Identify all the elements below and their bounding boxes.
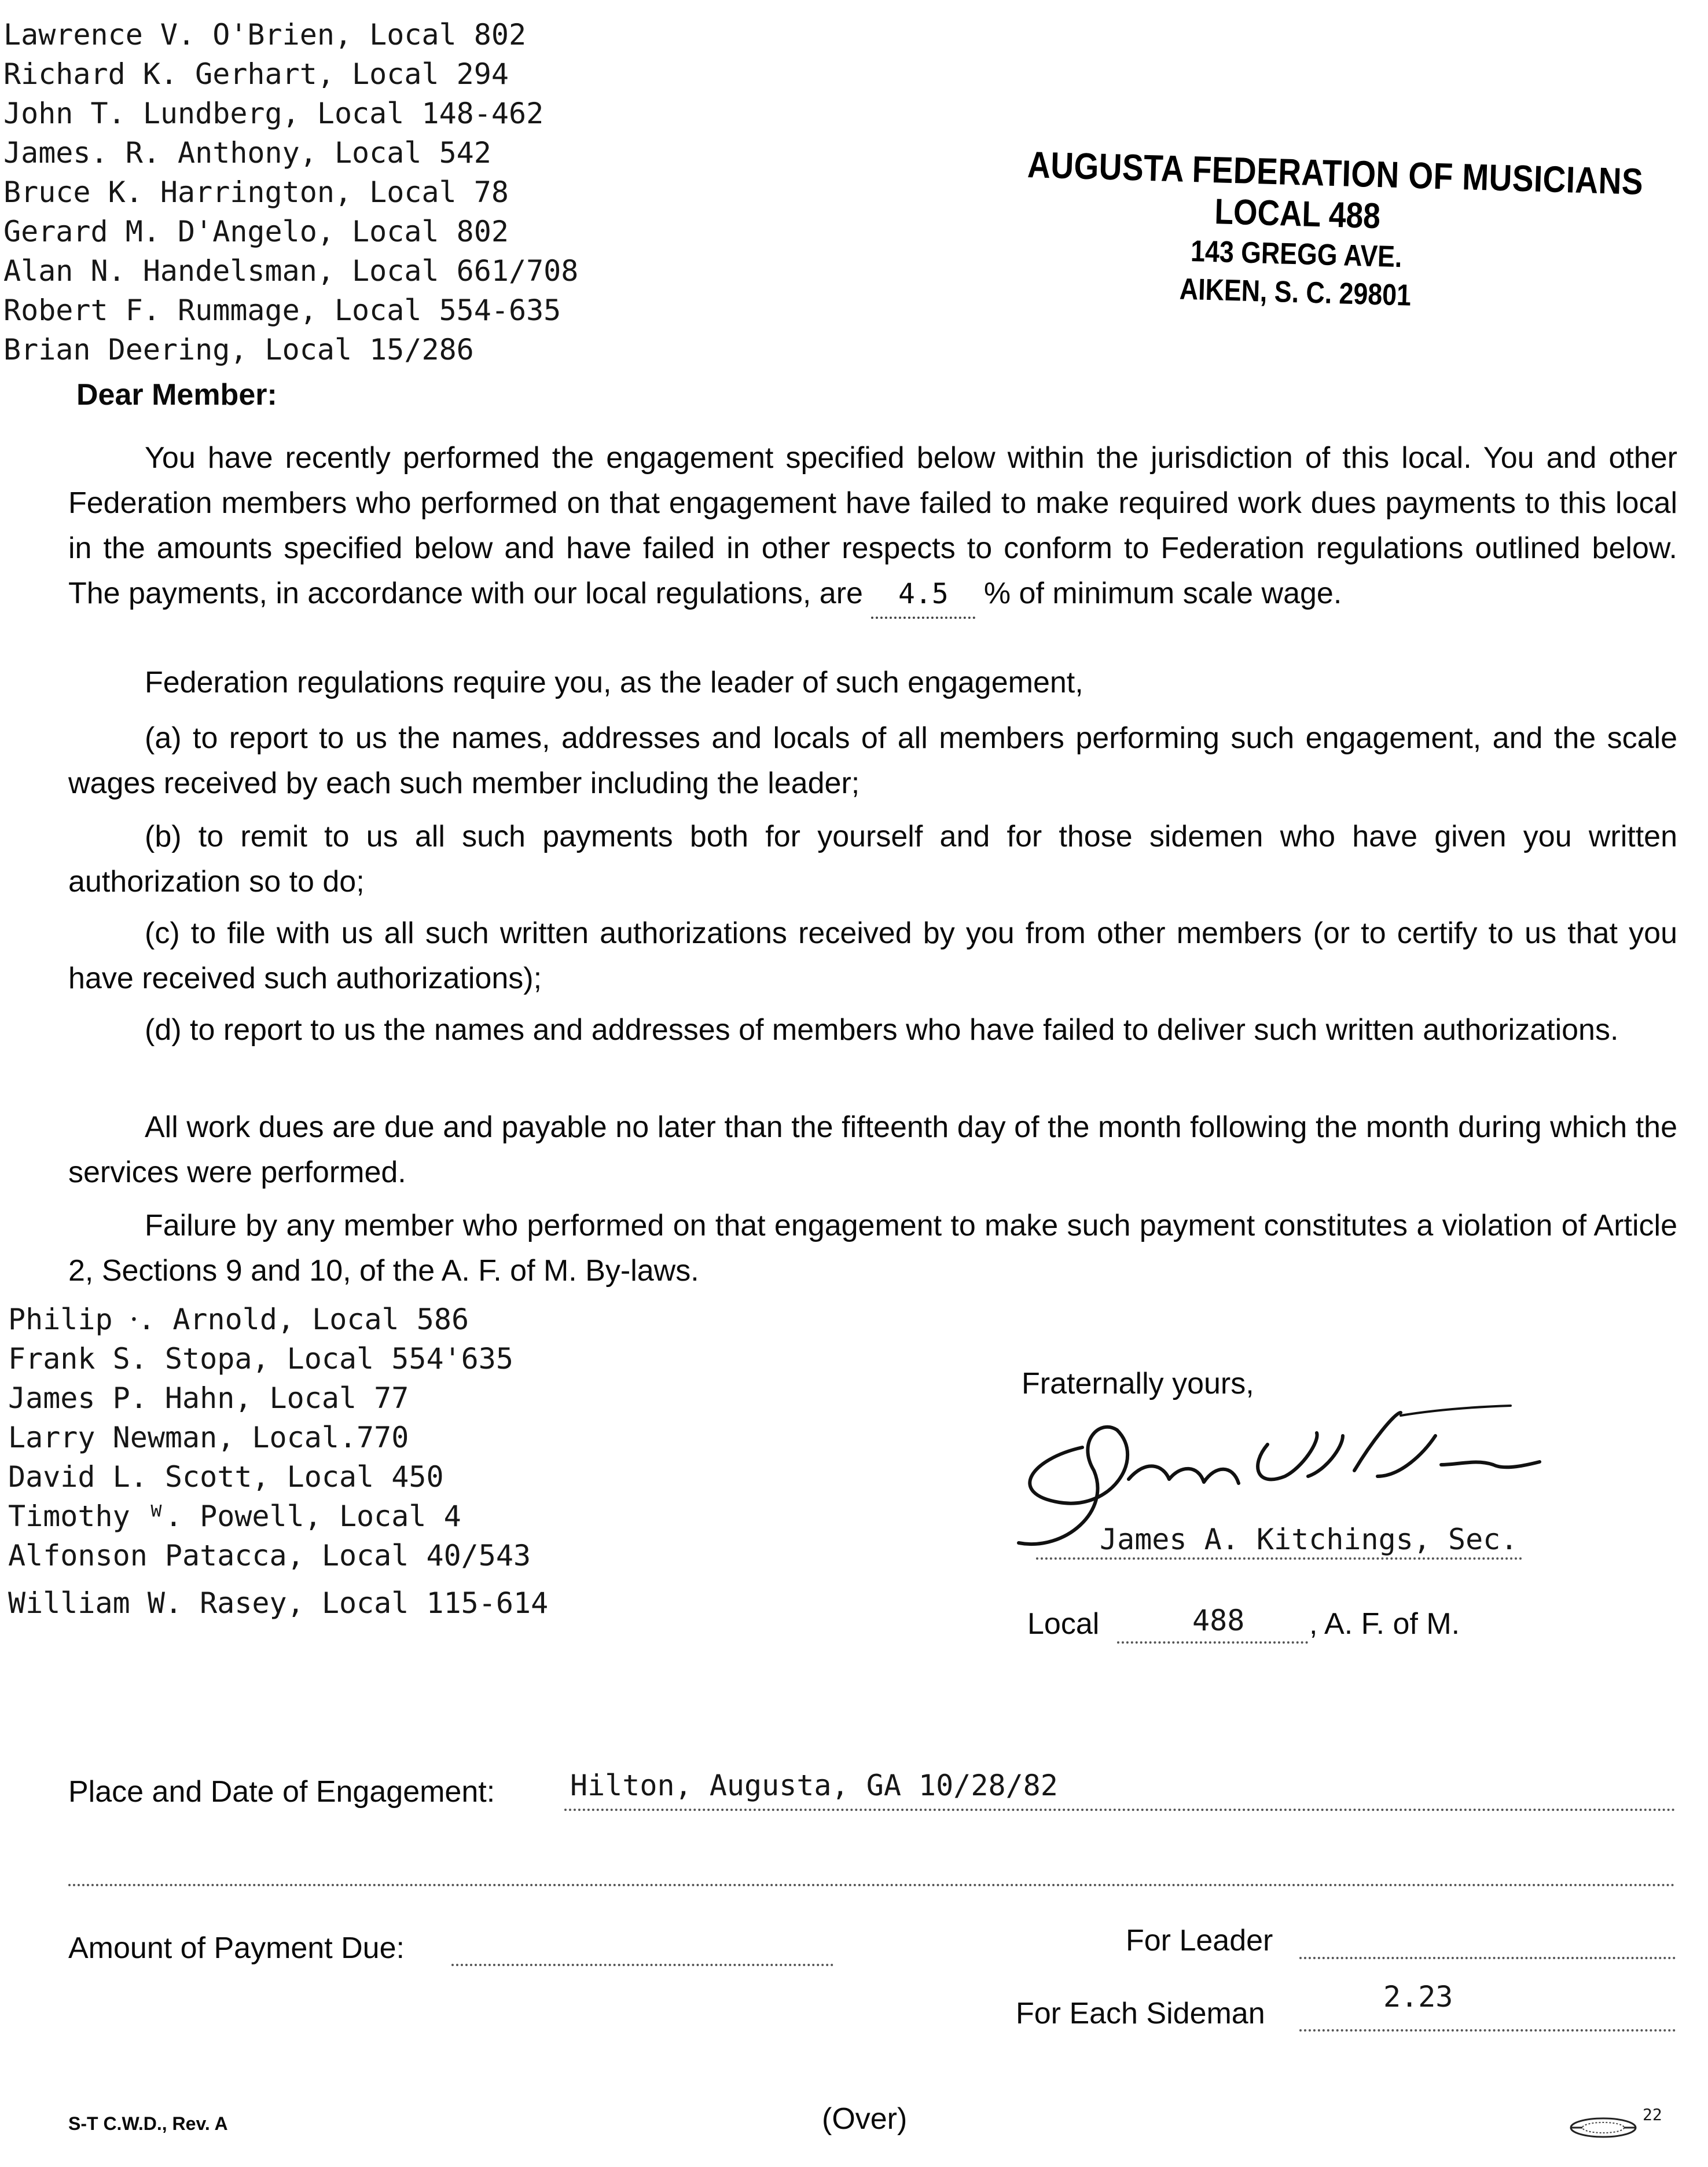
recipients-top-list [3, 15, 578, 369]
recipient-line: Alan N. Handelsman, Local 661/708 [3, 254, 579, 288]
over-label: (Over) [822, 2102, 908, 2136]
leader-line [1299, 1957, 1676, 1959]
sideman-line [1299, 2029, 1676, 2032]
recipient-line: Gerard M. D'Angelo, Local 802 [3, 215, 509, 248]
regulation-text: (d) to report to us the names and addresses of members who have failed to deliver such written authorizations. [145, 1013, 1619, 1047]
violation-text: Failure by any member who performed on that engagement to make such payment constitutes a violation of Article 2, Sections 9 and 10, of the A. F. of M. By-laws. [68, 1209, 1677, 1288]
union-bug-icon [1569, 2114, 1638, 2141]
recipient-line: Brian Deering, Local 15/286 [3, 333, 474, 366]
local-number-line [1117, 1641, 1308, 1644]
regulation-text: (a) to report to us the names, addresses and locals of all members performing such engagement, and the scale wages received by each such member including the leader; [68, 721, 1677, 800]
sideman-value: 2.23 [1383, 1980, 1453, 2014]
intro-suffix: % of minimum scale wage. [983, 577, 1342, 610]
recipient-line: Richard K. Gerhart, Local 294 [3, 57, 509, 91]
regulation-item-d [68, 1007, 1677, 1053]
engagement-value: Hilton, Augusta, GA 10/28/82 [570, 1769, 1058, 1802]
salutation: Dear Member: [76, 378, 277, 412]
union-bug-number: 22 [1643, 2105, 1662, 2124]
recipient-line: Frank S. Stopa, Local 554'635 [8, 1342, 513, 1376]
leader-label: For Leader [1126, 1924, 1273, 1957]
signer-line [1036, 1557, 1522, 1560]
recipient-line: David L. Scott, Local 450 [8, 1460, 444, 1494]
letterhead-street: 143 GREGG AVE. [1190, 234, 1403, 274]
regulation-item-b [68, 814, 1677, 904]
recipient-line: Robert F. Rummage, Local 554-635 [3, 294, 561, 327]
recipient-line: William W. Rasey, Local 115-614 [8, 1586, 549, 1620]
local-number: 488 [1192, 1604, 1245, 1637]
intro-text: You have recently performed the engagement specified below within the jurisdiction of this local. You and other Federation members who performed on that engagement have failed to make required work dues payments to this local in the amounts specified below and have failed in other respects to conform to Federation regulations outlined below. The payments, in accordance with our local regulations, are [68, 441, 1677, 610]
engagement-line-2 [68, 1884, 1676, 1886]
payment-line [451, 1964, 833, 1966]
payment-label: Amount of Payment Due: [68, 1931, 405, 1965]
violation-paragraph [68, 1203, 1677, 1293]
recipient-line: James. R. Anthony, Local 542 [3, 136, 491, 170]
regulations-intro-text: Federation regulations require you, as the leader of such engagement, [145, 666, 1083, 699]
sideman-label: For Each Sideman [1016, 1997, 1265, 2030]
percent-value: 4.5 [898, 578, 949, 610]
letterhead-org-name: AUGUSTA FEDERATION OF MUSICIANS [1027, 144, 1644, 203]
engagement-line [564, 1809, 1676, 1811]
letterhead-stamp [979, 142, 1644, 320]
recipient-line: John T. Lundberg, Local 148-462 [3, 97, 544, 130]
recipients-bottom-list [8, 1300, 548, 1623]
form-code: S-T C.W.D., Rev. A [68, 2113, 228, 2134]
letterhead-local: LOCAL 488 [1214, 192, 1381, 237]
dues-text: All work dues are due and payable no later than the fifteenth day of the month following the month during which the services were performed. [68, 1110, 1677, 1189]
recipient-line: Philip ⸱. Arnold, Local 586 [8, 1303, 469, 1336]
recipient-line: Bruce K. Harrington, Local 78 [3, 175, 509, 209]
dues-paragraph [68, 1105, 1677, 1195]
intro-paragraph [68, 435, 1677, 619]
recipient-line: Larry Newman, Local.770 [8, 1421, 409, 1454]
regulation-item-c [68, 911, 1677, 1001]
recipient-line: Alfonson Patacca, Local 40/543 [8, 1539, 531, 1572]
recipient-line: Timothy ᵂ. Powell, Local 4 [8, 1499, 461, 1533]
signer-name: James A. Kitchings, Sec. [1100, 1523, 1518, 1556]
closing-label: Fraternally yours, [1022, 1367, 1254, 1400]
regulation-item-a [68, 716, 1677, 806]
engagement-label: Place and Date of Engagement: [68, 1775, 495, 1809]
regulation-text: (b) to remit to us all such payments both for yourself and for those sidemen who have given you written authorization so to do; [68, 820, 1677, 899]
recipient-line: Lawrence V. O'Brien, Local 802 [3, 18, 527, 52]
letterhead-city: AIKEN, S. C. 29801 [1179, 272, 1412, 313]
local-suffix: , A. F. of M. [1309, 1607, 1460, 1641]
percent-field [871, 571, 975, 619]
regulations-intro [68, 660, 1677, 705]
union-bug-logo [1569, 2114, 1638, 2144]
regulation-text: (c) to file with us all such written authorizations received by you from other members (or to certify to us that you have received such authorizations); [68, 916, 1677, 995]
recipient-line: James P. Hahn, Local 77 [8, 1381, 409, 1415]
local-label: Local [1027, 1607, 1100, 1641]
